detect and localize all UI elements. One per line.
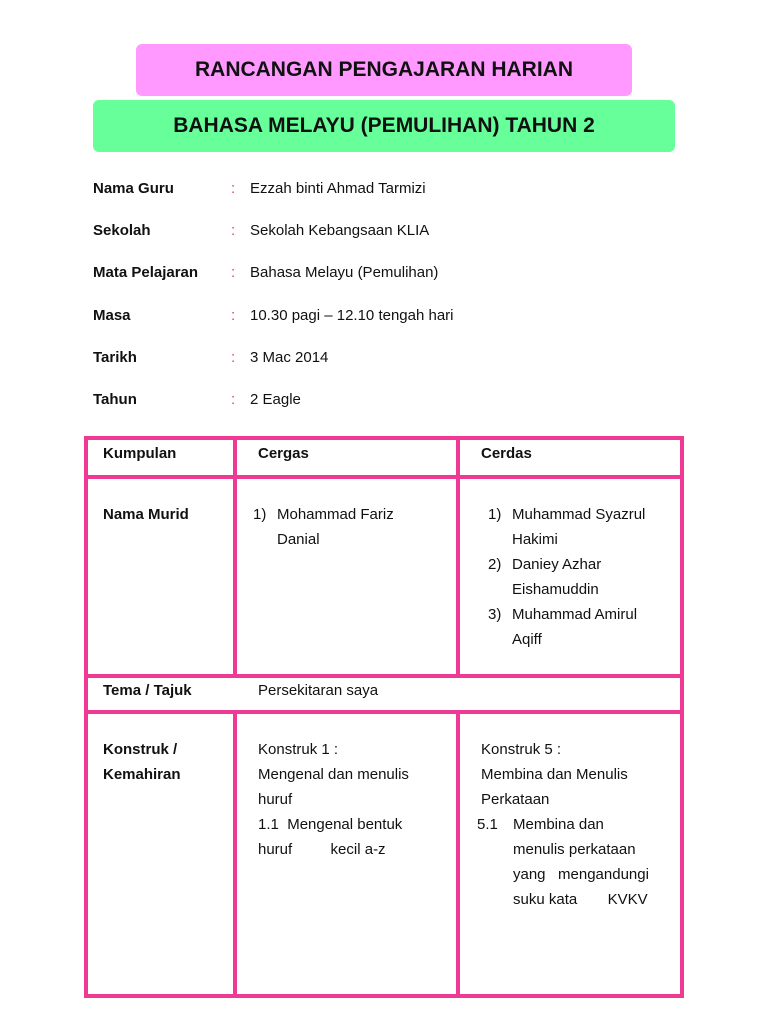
konstruk-sub-word: KVKV <box>607 891 648 908</box>
student-number: 1) <box>488 506 502 523</box>
konstruk-sub <box>258 812 448 837</box>
info-value: Ezzah binti Ahmad Tarmizi <box>250 180 426 197</box>
student-name-line: Danial <box>277 531 320 548</box>
konstruk-line: Membina dan Menulis <box>481 766 628 783</box>
student-name-line: Mohammad Fariz <box>277 506 394 523</box>
konstruk-label-line: Konstruk / <box>103 741 178 758</box>
info-label: Nama Guru <box>93 180 174 197</box>
info-value: 3 Mac 2014 <box>250 348 329 366</box>
konstruk-sub-word: huruf <box>258 841 293 858</box>
info-row-mata-pelajaran <box>93 264 693 306</box>
student-name <box>512 602 637 652</box>
info-colon: : <box>231 222 236 240</box>
cergas-konstruk <box>258 737 448 862</box>
kumpulan-label: Kumpulan <box>103 445 177 462</box>
tema-label: Tema / Tajuk <box>103 682 192 699</box>
info-value: 2 Eagle <box>250 390 301 408</box>
konstruk-sub-line <box>258 837 448 862</box>
konstruk-sub-line: Membina dan <box>513 816 604 833</box>
konstruk-line: Mengenal dan menulis <box>258 766 409 783</box>
table-border <box>233 436 237 678</box>
konstruk-sub-line: menulis perkataan <box>513 841 636 858</box>
student-name-line: Eishamuddin <box>512 581 599 598</box>
student-name-line: Daniey Azhar <box>512 556 602 573</box>
group-cergas-header: Cergas <box>258 445 309 462</box>
table-border <box>84 475 684 479</box>
info-row-nama-guru <box>93 180 693 222</box>
student-number: 3) <box>488 606 502 623</box>
konstruk-sub-number: 5.1 <box>477 816 498 833</box>
student-name <box>512 502 645 552</box>
nama-murid-label: Nama Murid <box>103 506 189 523</box>
student-name-line: Muhammad Amirul <box>512 606 638 623</box>
info-colon: : <box>231 264 236 282</box>
table-border <box>84 710 684 714</box>
table-border <box>456 436 460 678</box>
info-label: Tahun <box>93 390 137 408</box>
cerdas-students <box>488 502 678 652</box>
konstruk-sub-line: Mengenal bentuk <box>287 816 403 833</box>
konstruk-sub <box>477 812 677 837</box>
student-item <box>488 502 678 552</box>
student-name <box>277 502 394 552</box>
konstruk-sub-line <box>477 887 677 912</box>
konstruk-sub-number: 1.1 <box>258 816 279 833</box>
student-name-line: Muhammad Syazrul <box>512 506 646 523</box>
group-cerdas-header: Cerdas <box>481 445 532 462</box>
info-row-masa <box>93 307 693 349</box>
info-row-tarikh <box>93 349 693 391</box>
cerdas-konstruk <box>477 737 677 912</box>
info-value: 10.30 pagi – 12.10 tengah hari <box>250 306 454 324</box>
konstruk-sub-word: suku kata <box>513 891 578 908</box>
info-label: Mata Pelajaran <box>93 264 199 282</box>
info-row-sekolah <box>93 222 693 264</box>
konstruk-line: Perkataan <box>481 791 550 808</box>
konstruk-title: Konstruk 5 : <box>481 741 562 758</box>
konstruk-title: Konstruk 1 : <box>258 741 339 758</box>
info-colon: : <box>231 180 236 197</box>
info-value: Bahasa Melayu (Pemulihan) <box>250 264 439 282</box>
table-border <box>84 436 88 998</box>
page-subtitle: BAHASA MELAYU (PEMULIHAN) TAHUN 2 <box>93 100 675 152</box>
table-border <box>456 714 460 998</box>
student-item <box>488 602 678 652</box>
konstruk-label <box>103 737 181 787</box>
konstruk-label-line: Kemahiran <box>103 766 181 783</box>
info-colon: : <box>231 390 236 408</box>
student-name-line: Aqiff <box>512 631 542 648</box>
student-name <box>512 552 601 602</box>
lesson-table <box>84 436 684 998</box>
table-border <box>84 994 684 998</box>
info-label: Masa <box>93 306 131 324</box>
info-value: Sekolah Kebangsaan KLIA <box>250 222 430 240</box>
student-number: 2) <box>488 556 502 573</box>
konstruk-line: huruf <box>258 791 293 808</box>
student-number: 1) <box>253 506 267 523</box>
info-label: Sekolah <box>93 222 151 240</box>
student-name-line: Hakimi <box>512 531 558 548</box>
cergas-students <box>253 502 443 552</box>
info-colon: : <box>231 306 236 324</box>
table-border <box>680 436 684 998</box>
page-title: RANCANGAN PENGAJARAN HARIAN <box>136 44 632 96</box>
student-item <box>488 552 678 602</box>
info-colon: : <box>231 348 236 366</box>
info-row-tahun <box>93 391 693 433</box>
konstruk-sub-line: yang mengandungi <box>513 866 649 883</box>
info-label: Tarikh <box>93 348 137 366</box>
info-section <box>93 180 693 433</box>
student-item <box>253 502 443 552</box>
tema-value: Persekitaran saya <box>258 682 379 699</box>
table-border <box>233 710 237 998</box>
table-border <box>84 436 684 440</box>
konstruk-sub-word: kecil a-z <box>330 841 386 858</box>
